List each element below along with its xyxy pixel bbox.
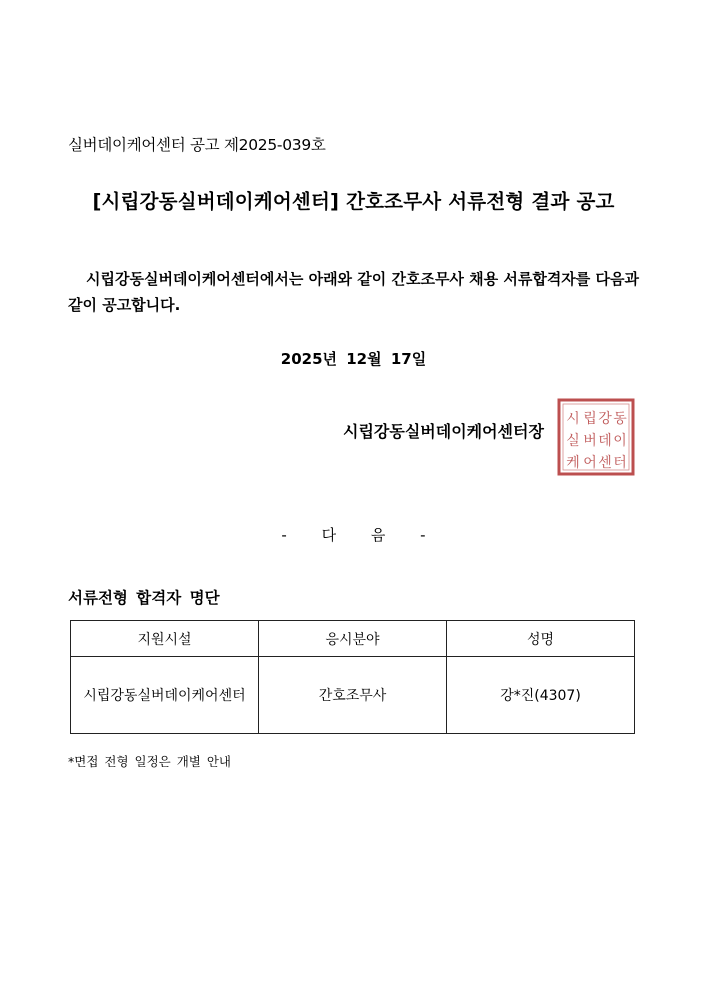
seal-char: 이 <box>613 433 627 449</box>
seal-char: 터 <box>613 455 627 471</box>
sender-name: 시립강동실버데이케어센터장 <box>343 422 544 441</box>
seal-char: 강 <box>598 411 612 427</box>
seal-char: 센 <box>598 455 612 471</box>
heading-dash-left: - <box>281 526 287 544</box>
seal-char: 케 <box>566 455 580 471</box>
cell-facility: 시립강동실버데이케어센터 <box>71 657 259 734</box>
seal-char: 립 <box>583 411 597 427</box>
seal-char: 동 <box>613 411 627 427</box>
seal-char: 버 <box>583 433 597 449</box>
body-paragraph-text: 시립강동실버데이케어센터에서는 아래와 같이 간호조무사 채용 서류합격자를 다음과 같이 공고합니다. <box>68 270 639 314</box>
heading-dash-right: - <box>420 526 426 544</box>
cell-name: 강*진(4307) <box>447 657 635 734</box>
cell-field: 간호조무사 <box>259 657 447 734</box>
column-header-name: 성명 <box>447 621 635 657</box>
section-heading <box>0 524 707 545</box>
section-title: 서류전형 합격자 명단 <box>68 589 220 607</box>
official-seal-stamp <box>557 398 635 476</box>
heading-char-eum: 음 <box>370 526 386 544</box>
seal-char: 데 <box>598 433 612 449</box>
seal-char: 어 <box>583 455 597 471</box>
table-header-row <box>71 621 635 657</box>
column-header-field: 응시분야 <box>259 621 447 657</box>
document-title: [시립강동실버데이케어센터] 간호조무사 서류전형 결과 공고 <box>92 190 615 213</box>
body-paragraph <box>68 266 643 318</box>
column-header-facility: 지원시설 <box>71 621 259 657</box>
results-table <box>70 620 635 734</box>
footnote: *면접 전형 일정은 개별 안내 <box>68 754 231 769</box>
notice-number: 실버데이케어센터 공고 제2025-039호 <box>68 136 326 154</box>
table-row <box>71 657 635 734</box>
seal-char: 시 <box>566 411 580 427</box>
heading-char-da: 다 <box>321 526 337 544</box>
seal-char: 실 <box>566 433 580 449</box>
announcement-date: 2025년 12월 17일 <box>280 350 427 368</box>
